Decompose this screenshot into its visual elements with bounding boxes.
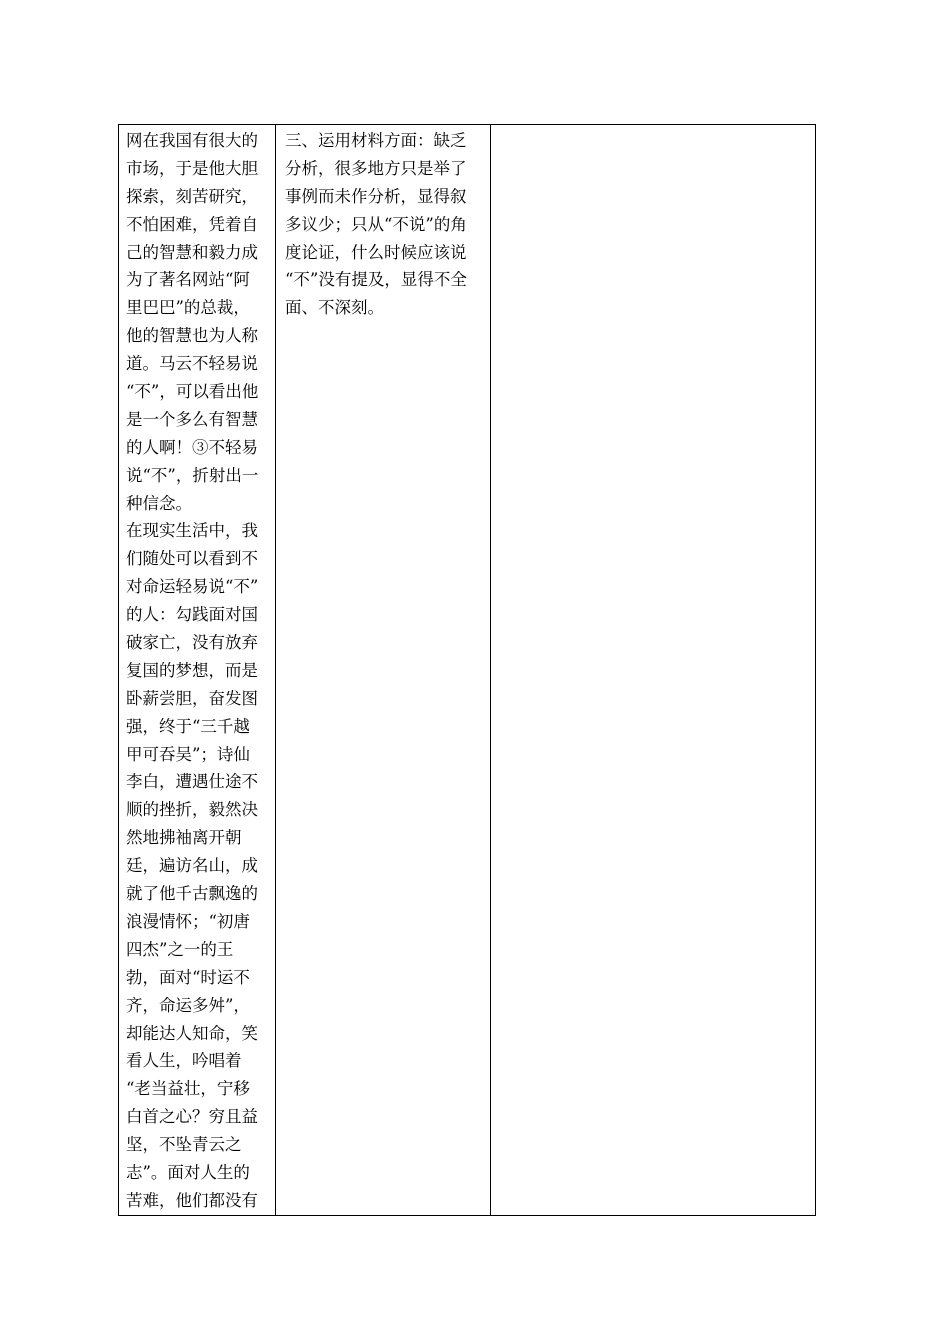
essay-line: 甲可吞吴”；诗仙	[126, 744, 250, 764]
essay-line: 对命运轻易说“不”	[126, 577, 259, 597]
essay-line: 就了他千古飘逸的	[126, 884, 258, 904]
essay-line: 四杰”之一的王	[126, 939, 234, 959]
essay-line: “不”，可以看出他	[126, 382, 259, 402]
comment-line: 面、不深刻。	[285, 298, 384, 318]
comment-line: “不”没有提及，显得不全	[285, 270, 467, 290]
essay-line: 的人啊！③不轻易	[126, 437, 258, 457]
comment-line: 三、运用材料方面：缺乏	[285, 131, 467, 150]
essay-line: 看人生，吟唱着	[126, 1051, 242, 1071]
essay-line: 探索，刻苦研究，	[126, 186, 258, 206]
comment-line: 多议少；只从“不说”的角	[285, 214, 467, 234]
essay-line: 己的智慧和毅力成	[126, 242, 258, 262]
essay-line: 网在我国有很大的	[126, 131, 258, 150]
essay-line: 他的智慧也为人称	[126, 326, 258, 346]
comment-cell	[276, 125, 491, 1216]
comment-line: 事例而未作分析，显得叙	[285, 186, 467, 206]
essay-line: 勃，面对“时运不	[126, 967, 250, 987]
essay-line: 志”。面对人生的	[126, 1162, 250, 1182]
essay-line: 破家亡，没有放弃	[126, 633, 258, 653]
essay-line: 齐，命运多舛”，	[126, 995, 250, 1015]
essay-line: 道。马云不轻易说	[126, 354, 258, 374]
essay-line: 强，终于“三千越	[126, 716, 250, 736]
empty-cell	[491, 125, 816, 1216]
essay-line: 是一个多么有智慧	[126, 409, 258, 429]
essay-line: 李白，遭遇仕途不	[126, 772, 258, 792]
essay-line: “老当益壮，宁移	[126, 1079, 250, 1099]
essay-line: 种信念。	[126, 493, 192, 513]
essay-line: 不怕困难，凭着自	[126, 214, 258, 234]
essay-line: 说“不”，折射出一	[126, 465, 259, 485]
comment-line: 度论证，什么时候应该说	[285, 242, 467, 262]
comment-line: 分析，很多地方只是举了	[285, 158, 467, 178]
comment-text	[276, 125, 490, 322]
document-table	[118, 124, 816, 1216]
essay-text-cell	[119, 125, 276, 1216]
essay-line: 然地拂袖离开朝	[126, 828, 242, 848]
essay-line: 们随处可以看到不	[126, 549, 258, 569]
essay-line: 坚，不坠青云之	[126, 1135, 242, 1155]
essay-line: 廷，遍访名山，成	[126, 856, 258, 876]
essay-line: 的人：勾践面对国	[126, 605, 258, 625]
essay-line: 浪漫情怀；“初唐	[126, 911, 250, 931]
essay-line: 为了著名网站“阿	[126, 270, 250, 290]
essay-text	[119, 125, 275, 1215]
essay-line: 复国的梦想，而是	[126, 660, 258, 680]
essay-line: 卧薪尝胆，奋发图	[126, 688, 258, 708]
essay-line: 里巴巴”的总裁，	[126, 298, 250, 318]
table-row	[119, 125, 816, 1216]
essay-line: 白首之心？穷且益	[126, 1107, 258, 1127]
essay-line: 顺的挫折，毅然决	[126, 800, 258, 820]
essay-line: 市场，于是他大胆	[126, 158, 258, 178]
essay-line: 苦难，他们都没有	[126, 1190, 258, 1210]
essay-line: 在现实生活中，我	[126, 521, 258, 541]
essay-line: 却能达人知命，笑	[126, 1023, 258, 1043]
